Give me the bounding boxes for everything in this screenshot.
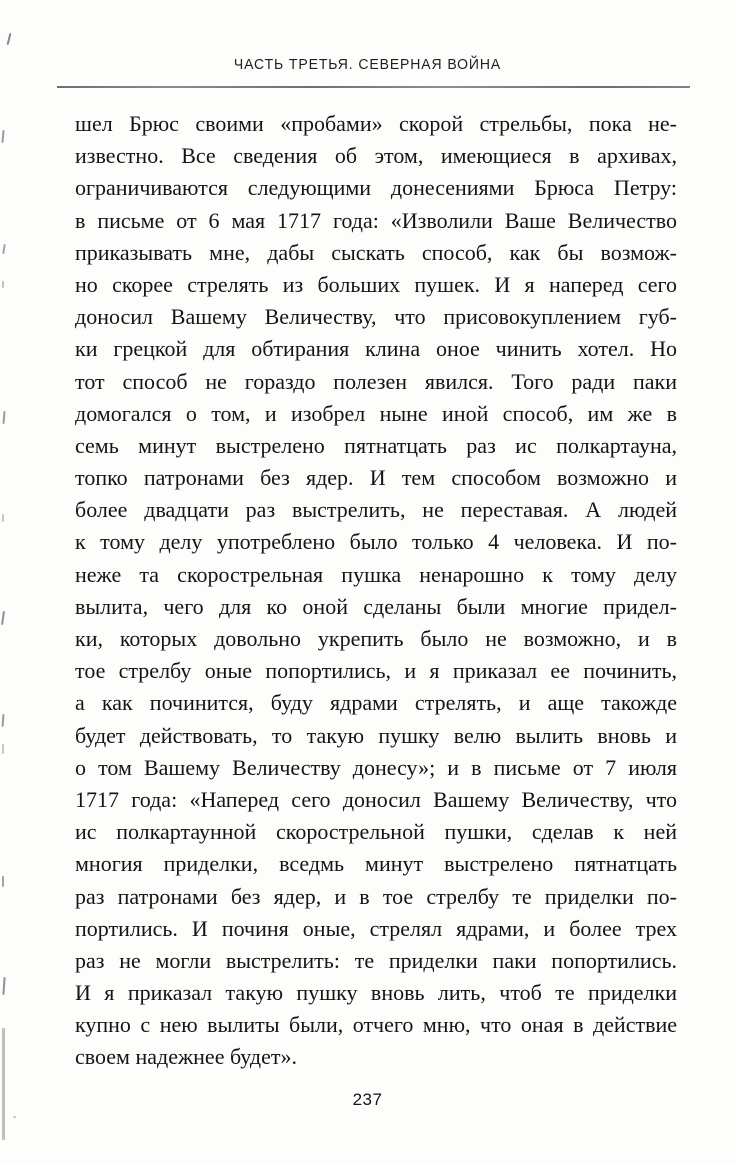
text-line: ограничиваются следующими донесениями Брюса Петру: [75, 175, 677, 201]
text-line: семь минут выстрелено пятнатцать раз ис полкартауна, [75, 432, 677, 458]
text-line: более двадцати раз выстрелить, не переставая. А людей [75, 497, 677, 523]
text-line: ки грецкой для обтирания клина оное чинить хотел. Но [75, 336, 677, 362]
text-line: а как починится, буду ядрами стрелять, и аще такожде [75, 690, 677, 716]
text-line: ки, которых довольно укрепить было не возможно, и в [75, 626, 677, 651]
scan-artifact [2, 411, 5, 424]
running-header: ЧАСТЬ ТРЕТЬЯ. СЕВЕРНАЯ ВОЙНА [233, 55, 502, 73]
scan-artifact [2, 281, 4, 288]
text-line: тот способ не гораздо полезен явился. Того ради паки [75, 368, 677, 394]
text-line: будет действовать, то такую пушку велю вылить вновь и [75, 722, 677, 748]
text-line: портились. И починя оные, стрелял ядрами, и более трех [75, 915, 677, 941]
scan-artifact [2, 744, 4, 754]
text-line: тое стрелбу оные попортились, и я приказал ее починить, [75, 658, 677, 684]
scan-artifact [13, 1116, 16, 1118]
text-line: но скорее стрелять из больших пушек. И я наперед сего [75, 271, 677, 297]
text-line: в письме от 6 мая 1717 года: «Изволили Ваше Величество [75, 207, 677, 233]
text-line: 1717 года: «Наперед сего доносил Вашему Величеству, что [75, 786, 677, 812]
scan-artifact [1, 611, 5, 625]
scan-artifact [2, 244, 5, 254]
text-line: И я приказал такую пушку вновь лить, чтоб те приделки [75, 980, 677, 1006]
scan-artifact [1, 130, 4, 143]
scan-artifact [2, 876, 4, 887]
scan-artifact [2, 514, 4, 522]
text-line: раз патронами без ядер, и в тое стрелбу те приделки по- [75, 883, 677, 909]
scan-artifact [2, 714, 5, 727]
text-line: купно с нею вылиты были, отчего мню, что оная в действие [75, 1012, 677, 1038]
text-line: многия приделки, вседмь минут выстрелено пятнатцать [75, 851, 677, 877]
text-line: раз не могли выстрелить: те приделки паки попортились. [75, 947, 677, 973]
text-line: известно. Все сведения об этом, имеющиеся в архивах, [75, 143, 677, 169]
text-line: шел Брюс своими «пробами» скорой стрельбы, пока не- [75, 111, 677, 136]
text-line: своем надежнее будет». [75, 1044, 297, 1070]
scan-artifact [7, 33, 12, 45]
text-line: неже та скорострельная пушка ненарошно к тому делу [75, 561, 677, 587]
page-number: 237 [352, 1090, 383, 1109]
header-rule [57, 86, 690, 88]
text-line: приказывать мне, дабы сыскать способ, как бы возмож- [75, 239, 677, 265]
text-line: доносил Вашему Величеству, что присовокуплением губ- [75, 304, 677, 330]
text-line: домогался о том, и изобрел ныне иной способ, им же в [75, 400, 677, 426]
scan-artifact [2, 1028, 5, 1140]
scan-artifact [2, 977, 5, 995]
text-line: к тому делу употреблено было только 4 человека. И по- [75, 529, 677, 555]
text-line: топко патронами без ядер. И тем способом возможно и [75, 465, 677, 491]
body-text [75, 108, 677, 1074]
text-line: о том Вашему Величеству донесу»; и в письме от 7 июля [75, 754, 677, 780]
text-line: ис полкартаунной скорострельной пушки, сделав к ней [75, 819, 677, 845]
text-line: вылита, чего для ко оной сделаны были многие придел- [75, 593, 677, 619]
